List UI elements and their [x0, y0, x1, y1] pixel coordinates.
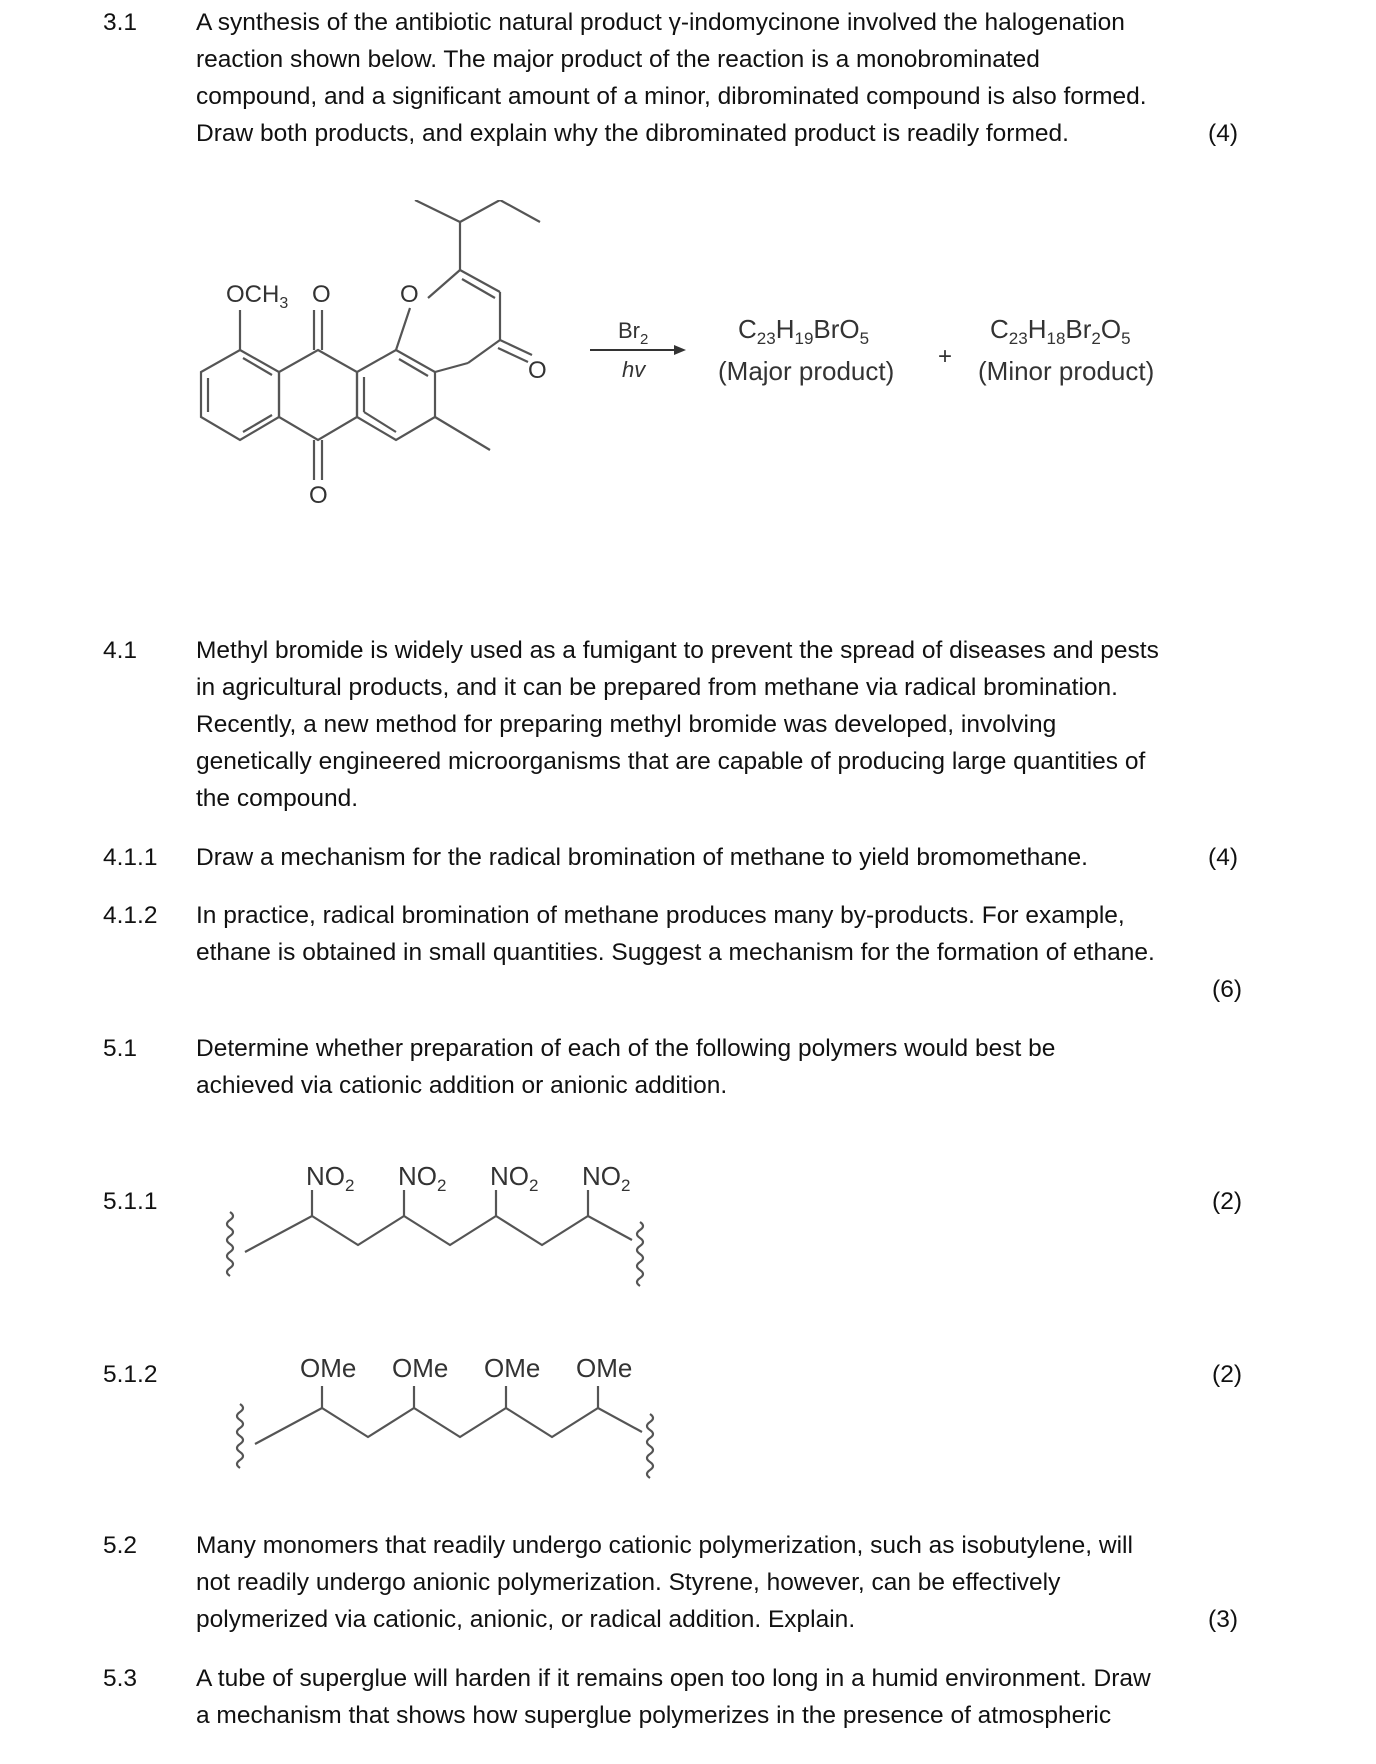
text-line: Determine whether preparation of each of the following polymers would best be — [196, 1035, 1056, 1062]
text-line: polymerized via cationic, anionic, or radical addition. Explain. — [196, 1606, 856, 1633]
text-line: reaction shown below. The major product of the reaction is a monobrominated — [196, 46, 1040, 73]
polymer-methoxy-structure — [0, 1350, 1376, 1500]
text-line: Draw both products, and explain why the dibrominated product is readily formed. — [196, 120, 1069, 147]
polymer-backbone — [245, 1216, 632, 1252]
wavy-bond-left — [237, 1404, 243, 1468]
text-line: genetically engineered microorganisms that are capable of producing large quantities of — [196, 748, 1146, 775]
question-number-5-1-1: 5.1.1 — [103, 1188, 158, 1215]
o-ring-label: O — [400, 281, 419, 308]
reaction-arrow — [590, 318, 686, 382]
text-line-with-marks — [196, 115, 1258, 152]
marks-label: (2) — [1212, 1361, 1242, 1388]
marks-label: (4) — [1208, 844, 1238, 871]
plus-sign: + — [938, 343, 953, 370]
text-line: A tube of superglue will harden if it remains open too long in a humid environment. Draw — [196, 1665, 1151, 1692]
o-bottom-label: O — [309, 482, 328, 509]
wavy-bond-left — [227, 1212, 233, 1276]
indomycinone-structure — [201, 200, 540, 480]
nitro-group-label: $NO_2$ — [306, 1161, 355, 1195]
question-4-1-2-text — [196, 897, 1258, 971]
text-line: Many monomers that readily undergo cationic polymerization, such as isobutylene, will — [196, 1532, 1133, 1559]
nitro-group-label: $NO_2$ — [582, 1161, 631, 1195]
question-5-3-text — [196, 1660, 1258, 1734]
major-product-label: (Major product) — [718, 356, 895, 386]
reagent-label: $Br_2$ — [618, 318, 649, 348]
text-line: A synthesis of the antibiotic natural product γ-indomycinone involved the halogenation — [196, 9, 1125, 36]
question-4-1-1-text — [196, 839, 1258, 876]
marks-label: (3) — [1208, 1606, 1238, 1633]
marks-label: (6) — [1212, 976, 1242, 1003]
nitro-group-label: $NO_2$ — [398, 1161, 447, 1195]
question-5-2-text — [196, 1527, 1258, 1638]
text-line: compound, and a significant amount of a minor, dibrominated compound is also formed. — [196, 83, 1147, 110]
major-product-formula: $C_{23}H_{19}BrO_5$ — [738, 314, 870, 348]
text-line: the compound. — [196, 785, 359, 812]
methoxy-group-label: OMe — [576, 1353, 633, 1383]
text-line: Draw a mechanism for the radical bromination of methane to yield bromomethane. — [196, 844, 1088, 871]
question-number-4-1-2: 4.1.2 — [103, 902, 158, 929]
text-line: in agricultural products, and it can be prepared from methane via radical bromination. — [196, 674, 1118, 701]
question-number-5-1-2: 5.1.2 — [103, 1361, 158, 1388]
question-3-1-text — [196, 4, 1258, 152]
text-line: In practice, radical bromination of methane produces many by-products. For example, — [196, 902, 1125, 929]
o-top-label: O — [312, 281, 331, 308]
text-line: not readily undergo anionic polymerization. Styrene, however, can be effectively — [196, 1569, 1061, 1596]
text-line: ethane is obtained in small quantities. Suggest a mechanism for the formation of ethane. — [196, 939, 1155, 966]
minor-product-label: (Minor product) — [978, 356, 1155, 386]
question-4-1-text — [196, 632, 1258, 817]
ring-a — [201, 350, 279, 440]
question-number-5-1: 5.1 — [103, 1035, 138, 1062]
o-ketone-label: O — [528, 357, 547, 384]
methoxy-group-label: OMe — [484, 1353, 541, 1383]
marks-label: (4) — [1208, 120, 1238, 147]
ring-c — [357, 350, 435, 440]
minor-product-formula: $C_{23}H_{18}Br_2O_5$ — [990, 314, 1131, 348]
polymer-backbone — [255, 1408, 642, 1444]
marks-label: (2) — [1212, 1188, 1242, 1215]
och3-label: $OCH_3$ — [226, 281, 289, 312]
nitro-group-label: $NO_2$ — [490, 1161, 539, 1195]
text-line: achieved via cationic addition or anionic addition. — [196, 1072, 728, 1099]
question-number-5-2: 5.2 — [103, 1532, 138, 1559]
condition-label: hv — [622, 357, 646, 382]
ring-b — [279, 350, 357, 440]
question-number-4-1-1: 4.1.1 — [103, 844, 158, 871]
question-5-1-text — [196, 1030, 1258, 1104]
question-number-5-3: 5.3 — [103, 1665, 138, 1692]
question-number-4-1: 4.1 — [103, 637, 138, 664]
methoxy-group-label: OMe — [300, 1353, 357, 1383]
text-line-with-marks — [196, 1601, 1258, 1638]
wavy-bond-right — [637, 1222, 643, 1286]
reaction-scheme — [0, 200, 1376, 560]
question-number-3-1: 3.1 — [103, 9, 138, 36]
text-line: a mechanism that shows how superglue polymerizes in the presence of atmospheric — [196, 1702, 1112, 1729]
text-line: Methyl bromide is widely used as a fumigant to prevent the spread of diseases and pests — [196, 637, 1159, 664]
methoxy-group-label: OMe — [392, 1353, 449, 1383]
text-line-with-marks — [196, 839, 1258, 876]
text-line: Recently, a new method for preparing methyl bromide was developed, involving — [196, 711, 1057, 738]
wavy-bond-right — [647, 1414, 653, 1478]
polymer-nitro-structure — [0, 1160, 1376, 1310]
